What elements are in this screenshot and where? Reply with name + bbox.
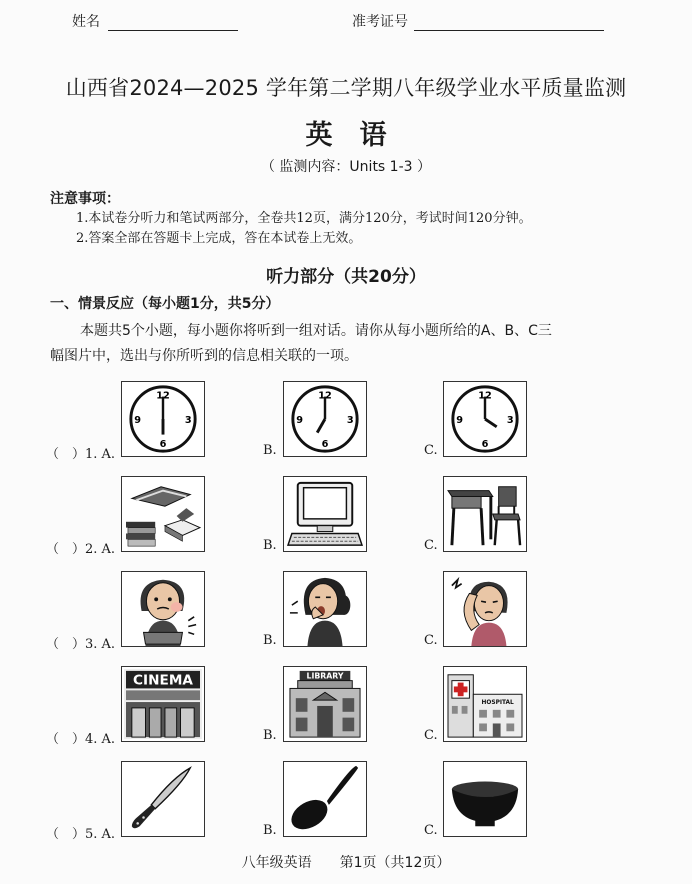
option-b-label[interactable]: B. [263,538,277,553]
clock-numeral: 9 [134,414,142,426]
option-b-label[interactable]: B. [263,443,277,458]
clock-four-image[interactable] [443,381,527,457]
exam-title: 山西省2024—2025 学年第二学期八年级学业水平质量监测 [65,76,627,100]
notice-item: 2.答案全部在答题卡上完成，答在本试卷上无效。 [76,231,362,246]
clock-numeral: 12 [156,390,170,402]
subject-title: 英 语 [305,120,387,151]
name-label: 姓名 [72,14,100,30]
exam-id-blank[interactable] [414,16,604,31]
name-field [72,11,238,31]
hospital-image[interactable] [443,666,527,742]
option-c-label[interactable]: C. [424,633,438,648]
computer-image[interactable] [283,476,367,552]
question-label[interactable]: （ ）1. A. [46,447,116,462]
option-c-label[interactable]: C. [424,443,438,458]
knife-image[interactable] [121,761,205,837]
clock-numeral: 6 [159,439,167,451]
clock-numeral: 3 [506,414,514,426]
section-title: 听力部分（共20分） [266,267,426,287]
exam-id-field [352,11,604,31]
cinema-sign: CINEMA [133,672,193,689]
instructions-line1: 本题共5个小题，每小题你将听到一组对话。请你从每小题所给的A、B、C三 [80,323,552,339]
part-title: 一、情景反应（每小题1分，共5分） [50,296,280,312]
exam-id-label: 准考证号 [352,14,408,30]
instructions-line2: 幅图片中，选出与你所听到的信息相关联的一项。 [50,348,358,364]
clock-numeral: 3 [184,414,192,426]
option-b-label[interactable]: B. [263,633,277,648]
page-footer: 八年级英语 第1页（共12页） [241,855,451,871]
books-image[interactable] [121,476,205,552]
clock-numeral: 6 [481,439,489,451]
question-label[interactable]: （ ）5. A. [46,827,116,842]
notice-item: 1.本试卷分听力和笔试两部分，全卷共12页，满分120分，考试时间120分钟。 [76,211,532,226]
name-blank[interactable] [108,16,238,31]
question-label[interactable]: （ ）3. A. [46,637,116,652]
clock-seven-image[interactable] [283,381,367,457]
clock-numeral: 3 [346,414,354,426]
clock-numeral: 12 [478,390,492,402]
spoon-image[interactable] [283,761,367,837]
toothache-image[interactable] [121,571,205,647]
option-c-label[interactable]: C. [424,728,438,743]
library-image[interactable] [283,666,367,742]
headache-image[interactable] [443,571,527,647]
option-c-label[interactable]: C. [424,823,438,838]
bowl-image[interactable] [443,761,527,837]
question-label[interactable]: （ ）4. A. [46,732,116,747]
notice-heading: 注意事项： [50,191,120,207]
clock-numeral: 6 [321,439,329,451]
clock-numeral: 12 [318,390,332,402]
option-c-label[interactable]: C. [424,538,438,553]
cinema-image[interactable] [121,666,205,742]
clock-six-image[interactable] [121,381,205,457]
option-b-label[interactable]: B. [263,823,277,838]
clock-numeral: 9 [456,414,464,426]
library-sign: LIBRARY [306,671,344,681]
option-b-label[interactable]: B. [263,728,277,743]
clock-numeral: 9 [296,414,304,426]
question-label[interactable]: （ ）2. A. [46,542,116,557]
scope-line: （ 监测内容：Units 1-3 ） [260,159,431,175]
hospital-sign: HOSPITAL [481,700,514,706]
cough-image[interactable] [283,571,367,647]
desk-chair-image[interactable] [443,476,527,552]
